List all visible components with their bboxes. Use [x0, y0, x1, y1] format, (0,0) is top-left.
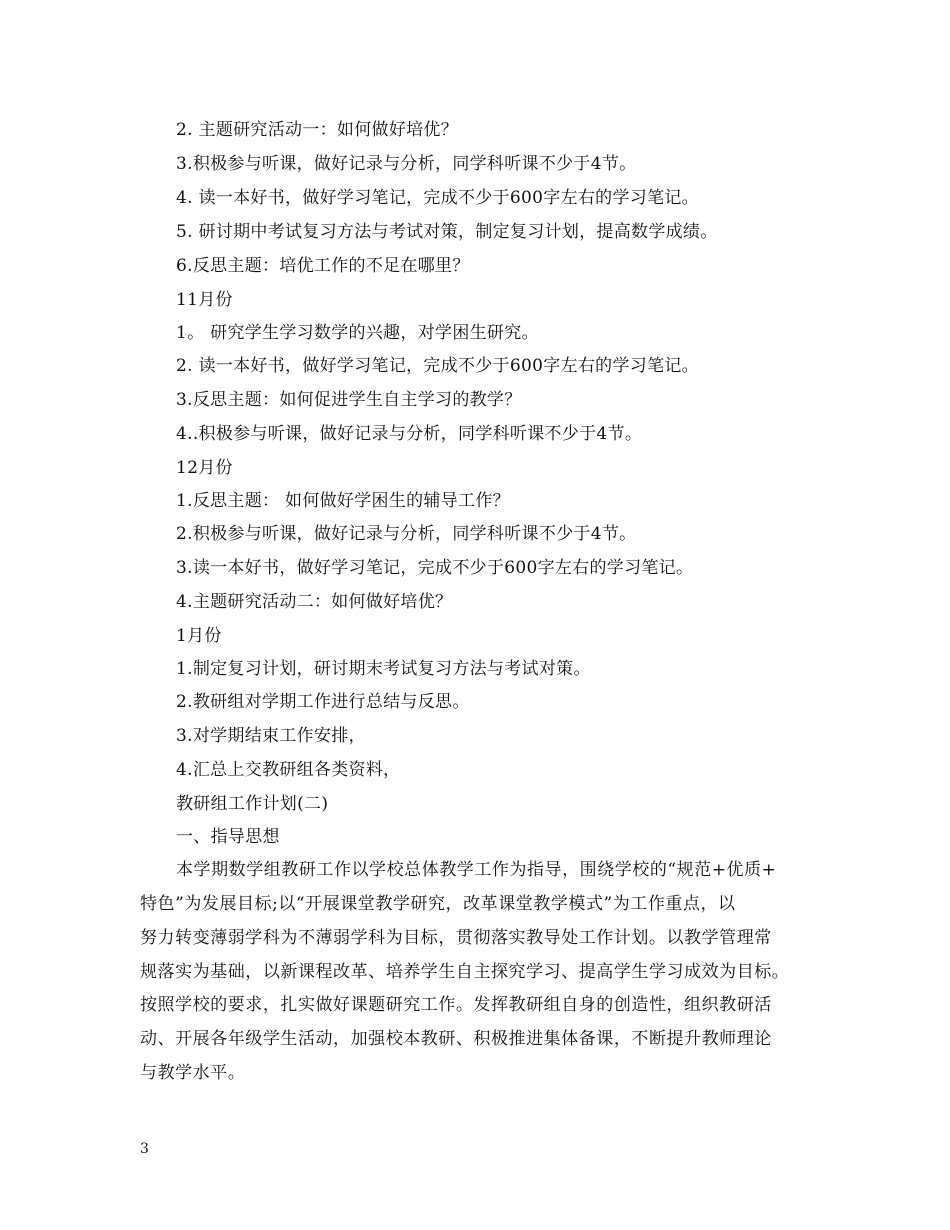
text-line: 4.汇总上交教研组各类资料， — [176, 760, 401, 780]
text-line: 3.读一本好书，做好学习笔记，完成不少于600字左右的学习笔记。 — [176, 558, 694, 578]
text-line: 2.教研组对学期工作进行总结与反思。 — [176, 692, 470, 712]
text-line: 2. 读一本好书，做好学习笔记，完成不少于600字左右的学习笔记。 — [176, 356, 699, 376]
text-line: 1.制定复习计划，研讨期末考试复习方法与考试对策。 — [176, 659, 591, 679]
text-line: 1。 研究学生学习数学的兴趣，对学困生研究。 — [176, 323, 539, 343]
paragraph-line: 与教学水平。 — [140, 1063, 246, 1083]
text-line: 1.反思主题： 如何做好学困生的辅导工作？ — [176, 491, 510, 511]
document-subtitle: 教研组工作计划(二) — [176, 794, 329, 814]
paragraph-line: 努力转变薄弱学科为不薄弱学科为目标，贯彻落实教导处工作计划。以教学管理常 — [140, 928, 772, 948]
paragraph-line: 本学期数学组教研工作以学校总体教学工作为指导，围绕学校的“规范+优质+ — [176, 860, 777, 880]
section-heading-january: 1月份 — [176, 626, 222, 646]
text-line: 3.积极参与听课，做好记录与分析，同学科听课不少于4节。 — [176, 154, 637, 174]
text-line: 3.反思主题：如何促进学生自主学习的教学？ — [176, 390, 522, 410]
section-heading-november: 11月份 — [176, 290, 233, 310]
page-number: 3 — [140, 1141, 149, 1157]
paragraph-line: 动、开展各年级学生活动，加强校本教研、积极推进集体备课，不断提升教师理论 — [140, 1029, 772, 1049]
paragraph-line: 特色”为发展目标;以“开展课堂教学研究，改革课堂教学模式”为工作重点，以 — [140, 894, 736, 914]
text-line: 2.积极参与听课，做好记录与分析，同学科听课不少于4节。 — [176, 524, 637, 544]
text-line: 2. 主题研究活动一：如何做好培优？ — [176, 120, 459, 140]
paragraph-line: 规落实为基础，以新课程改革、培养学生自主探究学习、提高学生学习成效为目标。 — [140, 962, 790, 982]
text-line: 6.反思主题：培优工作的不足在哪里？ — [176, 256, 470, 276]
text-line: 3.对学期结束工作安排， — [176, 726, 366, 746]
section-heading-december: 12月份 — [176, 458, 233, 478]
paragraph-line: 按照学校的要求，扎实做好课题研究工作。发挥教研组自身的创造性，组织教研活 — [140, 995, 772, 1015]
text-line: 4. 读一本好书，做好学习笔记，完成不少于600字左右的学习笔记。 — [176, 188, 699, 208]
text-line: 4.主题研究活动二：如何做好培优？ — [176, 592, 453, 612]
text-line: 4..积极参与听课，做好记录与分析，同学科听课不少于4节。 — [176, 424, 643, 444]
text-line: 5. 研讨期中考试复习方法与考试对策，制定复习计划，提高数学成绩。 — [176, 222, 718, 242]
section-heading: 一、指导思想 — [176, 827, 280, 847]
